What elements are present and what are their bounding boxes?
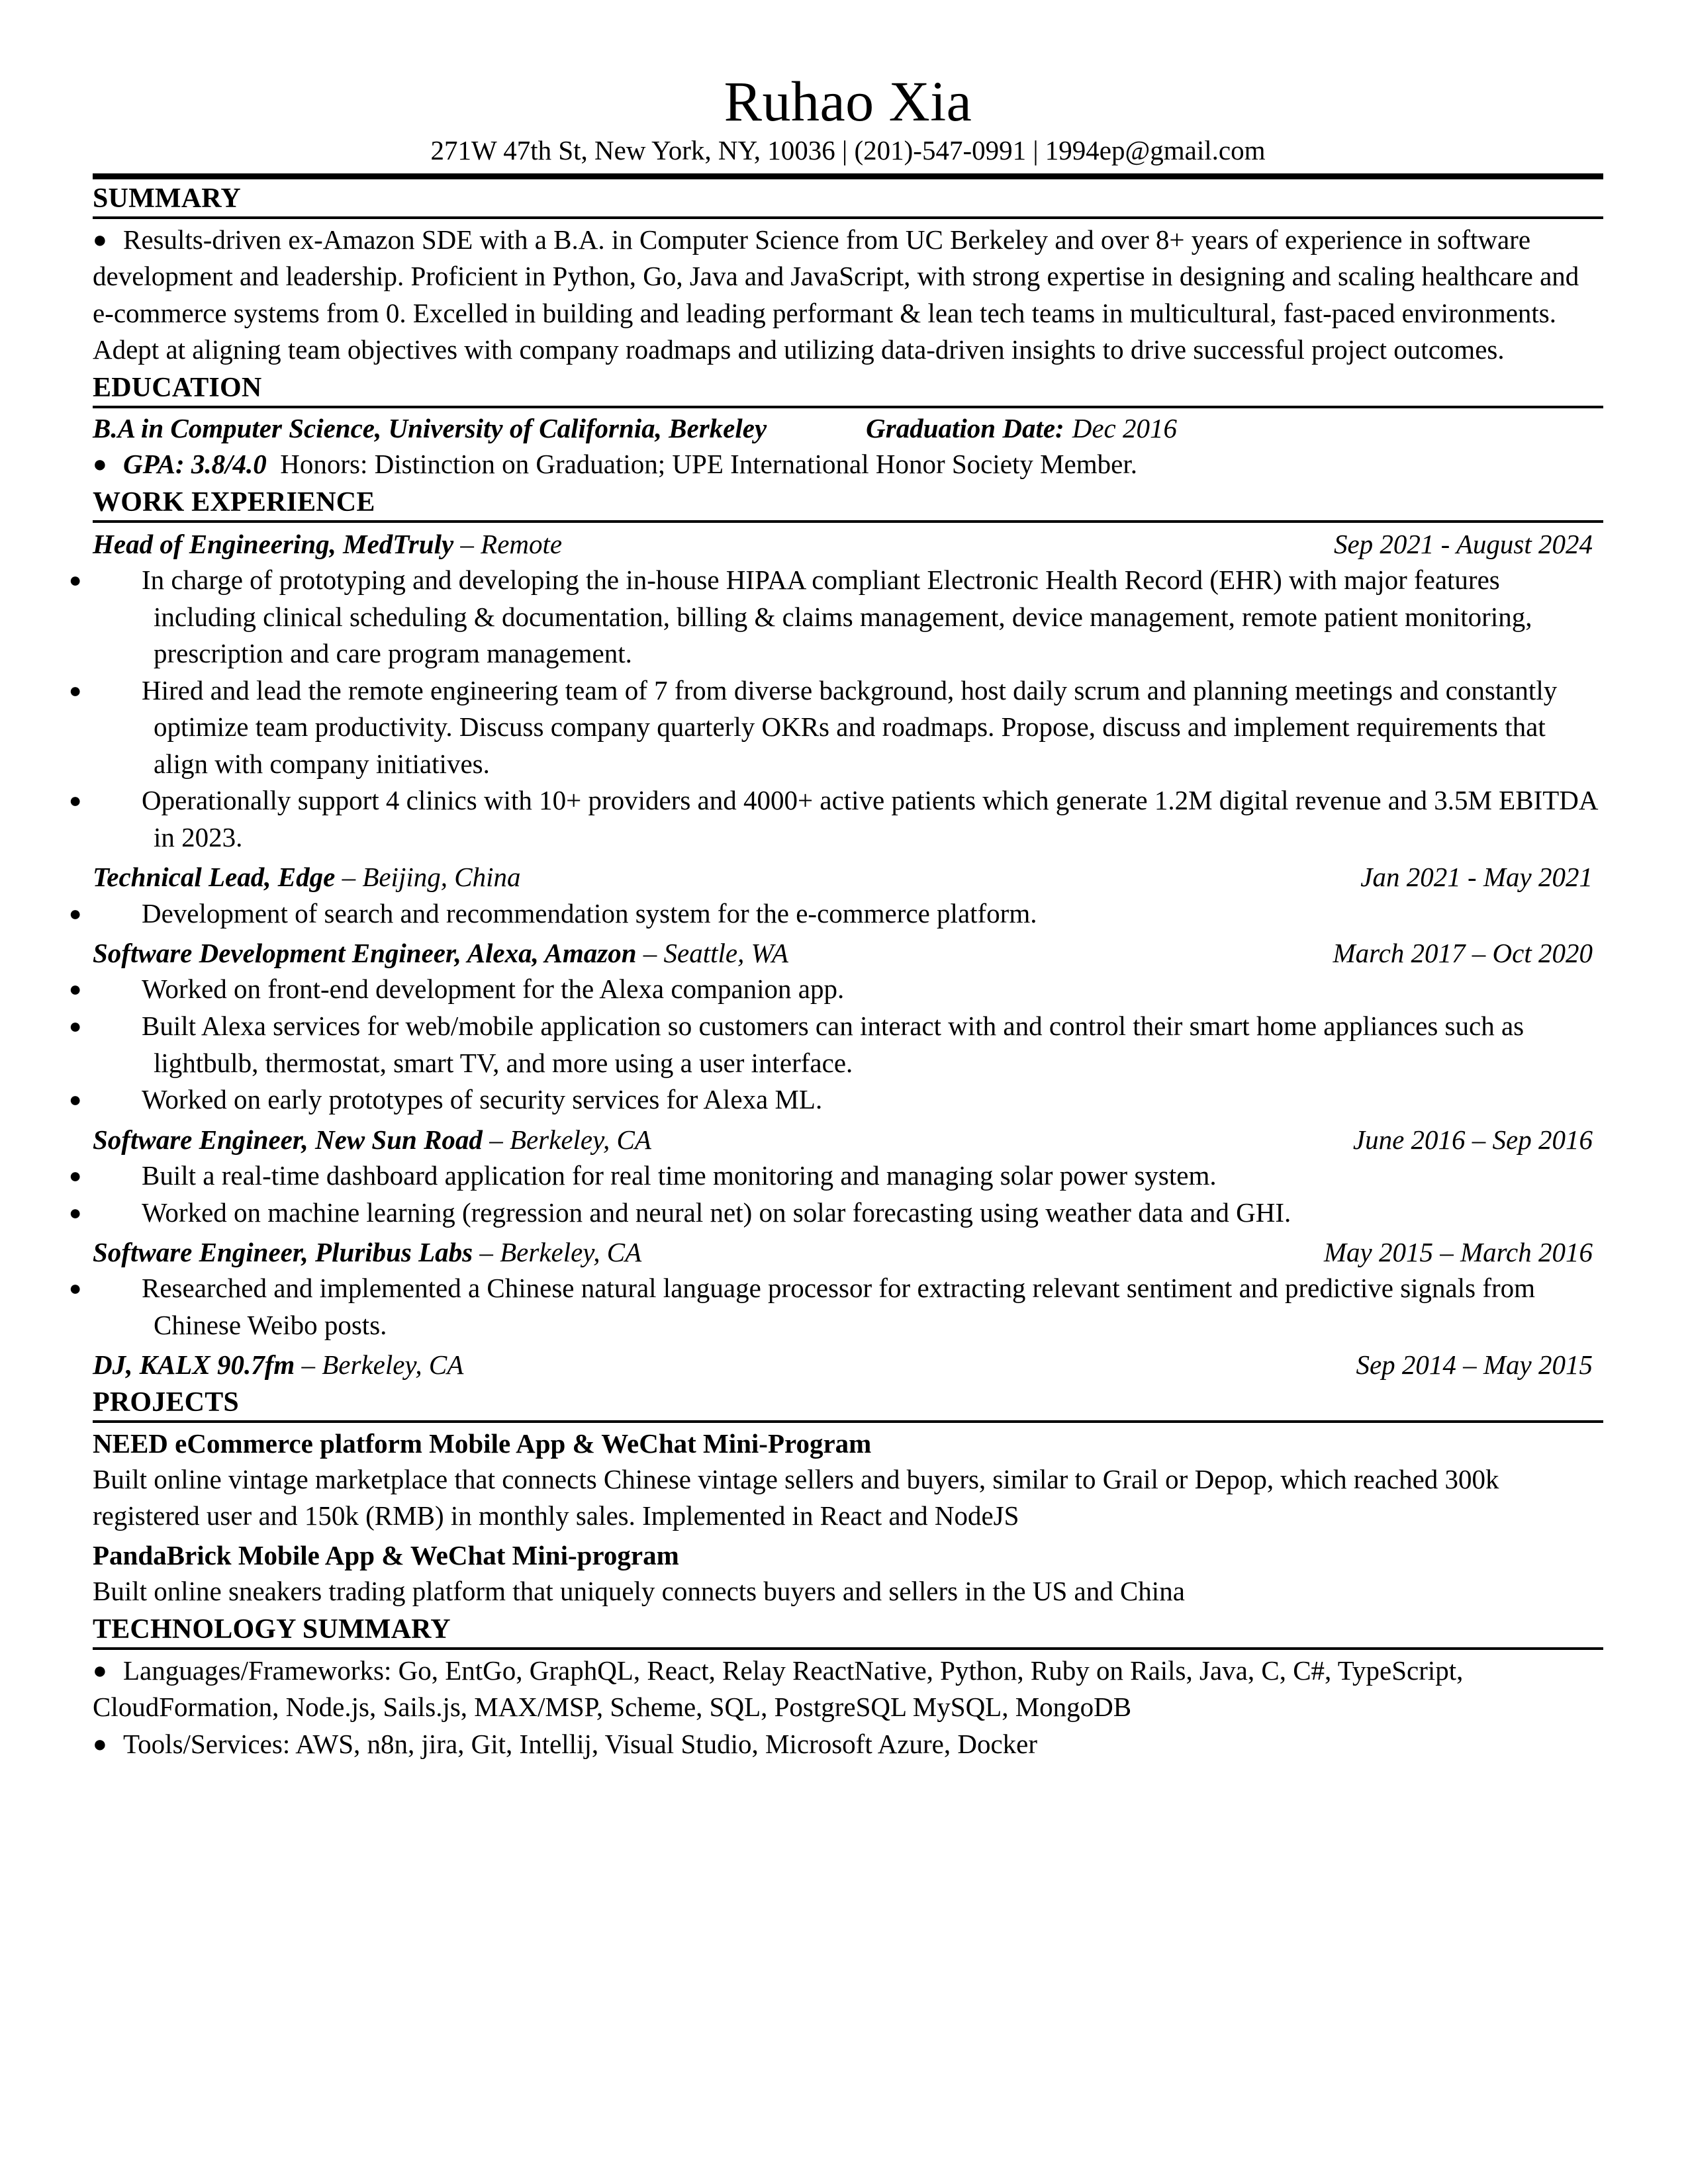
summary-text: Results-driven ex-Amazon SDE with a B.A. in Computer Science from UC Berkeley and over 8+ years of experience in software development and leadership. Proficient in Python, Go, Java and JavaScript, with strong expertise in designing and scaling healthcare and e-commerce systems from 0. Excelled in building and leading performant & lean tech teams in multicultural, fast-paced environments. Adept at aligning team objectives with company roadmaps and utilizing data-driven insights to drive successful project outcomes. bbox=[93, 224, 1579, 365]
job-bullet bbox=[69, 1008, 1603, 1081]
job-location: – Berkeley, CA bbox=[295, 1349, 464, 1381]
section-divider-technology bbox=[93, 1647, 1603, 1650]
education-graduation-label: Graduation Date: bbox=[866, 412, 1064, 443]
bullet-dot-icon: ● bbox=[69, 1014, 82, 1038]
education-degree: B.A in Computer Science, University of California, Berkeley bbox=[93, 412, 767, 443]
job-bullet-text: Researched and implemented a Chinese natural language processor for extracting relevant sentiment and predictive signals from Chinese Weibo posts. bbox=[142, 1273, 1536, 1340]
job-title-and-location bbox=[93, 1122, 651, 1158]
job-dates: Sep 2014 – May 2015 bbox=[1356, 1349, 1593, 1381]
technology-bullet-text: Tools/Services: AWS, n8n, jira, Git, Intellij, Visual Studio, Microsoft Azure, Docker bbox=[123, 1728, 1038, 1759]
job-dates: Sep 2021 - August 2024 bbox=[1333, 528, 1593, 559]
technology-bullet bbox=[93, 1653, 1603, 1726]
job-title-and-location bbox=[93, 1235, 641, 1270]
job-bullet-text: Worked on early prototypes of security services for Alexa ML. bbox=[142, 1084, 823, 1115]
job-title-and-location bbox=[93, 1347, 463, 1383]
job-bullet-text: Built Alexa services for web/mobile application so customers can interact with and control their smart home appliances such as lightbulb, thermostat, smart TV, and more using a user interface. bbox=[142, 1011, 1524, 1078]
section-heading-projects: PROJECTS bbox=[93, 1387, 239, 1418]
job-bullet bbox=[69, 1270, 1603, 1343]
job-bullet bbox=[69, 562, 1603, 672]
project-description: Built online sneakers trading platform that uniquely connects buyers and sellers in the US and China bbox=[93, 1576, 1185, 1607]
section-technology-summary bbox=[93, 1614, 1603, 1763]
job-bullet-text: In charge of prototyping and developing the in-house HIPAA compliant Electronic Health Record (EHR) with major features including clinical scheduling & documentation, billing & claims management, device management, remote patient monitoring, prescription and care program management. bbox=[142, 564, 1532, 669]
section-heading-work: WORK EXPERIENCE bbox=[93, 486, 375, 518]
job-bullet bbox=[69, 1195, 1603, 1232]
section-heading-summary: SUMMARY bbox=[93, 183, 241, 214]
job-title-and-location bbox=[93, 936, 788, 971]
bullet-dot-icon: ● bbox=[93, 451, 107, 478]
bullet-dot-icon: ● bbox=[69, 1200, 82, 1224]
job-bullet bbox=[69, 782, 1603, 856]
section-divider-projects bbox=[93, 1420, 1603, 1423]
job-dates: May 2015 – March 2016 bbox=[1323, 1237, 1593, 1268]
job-location: – Berkeley, CA bbox=[473, 1237, 642, 1268]
job-bullet-text: Operationally support 4 clinics with 10+ providers and 4000+ active patients which generate 1.2M digital revenue and 3.5M EBITDA in 2023. bbox=[142, 785, 1597, 852]
job-role: Software Engineer, Pluribus Labs bbox=[93, 1237, 473, 1268]
job-bullet bbox=[69, 672, 1603, 783]
section-projects bbox=[93, 1387, 1603, 1610]
job-entry-header bbox=[93, 1235, 1603, 1270]
job-entry-header bbox=[93, 1122, 1603, 1158]
job-bullet-text: Hired and lead the remote engineering team of 7 from diverse background, host daily scrum and planning meetings and constantly optimize team productivity. Discuss company quarterly OKRs and roadmaps. Propose, discuss and implement requirements that align with company initiatives. bbox=[142, 674, 1558, 779]
technology-bullet-text: Languages/Frameworks: Go, EntGo, GraphQL, React, Relay ReactNative, Python, Ruby on Rails, Java, C, C#, TypeScript, CloudFormation, Node.js, Sails.js, MAX/MSP, Scheme, SQL, PostgreSQL MySQL, MongoDB bbox=[93, 1655, 1464, 1723]
job-dates: June 2016 – Sep 2016 bbox=[1352, 1124, 1593, 1155]
bullet-dot-icon: ● bbox=[69, 678, 82, 702]
job-entry-header bbox=[93, 1347, 1603, 1383]
bullet-dot-icon: ● bbox=[69, 977, 82, 1001]
job-bullet bbox=[69, 895, 1603, 933]
job-role: Software Development Engineer, Alexa, Amazon bbox=[93, 938, 637, 969]
job-entry-header bbox=[93, 936, 1603, 971]
bullet-dot-icon: ● bbox=[69, 567, 82, 592]
job-title-and-location bbox=[93, 527, 562, 562]
job-bullet-text: Built a real-time dashboard application for real time monitoring and managing solar power system. bbox=[142, 1160, 1217, 1191]
project-list bbox=[93, 1426, 1603, 1610]
job-bullet-text: Worked on machine learning (regression and neural net) on solar forecasting using weather data and GHI. bbox=[142, 1197, 1291, 1228]
section-summary bbox=[93, 183, 1603, 369]
project-description: Built online vintage marketplace that connects Chinese vintage sellers and buyers, similar to Grail or Depop, which reached 300k registered user and 150k (RMB) in monthly sales. Implemented in React and NodeJS bbox=[93, 1463, 1499, 1531]
job-bullet-text: Worked on front-end development for the Alexa companion app. bbox=[142, 974, 845, 1005]
contact-line: 271W 47th St, New York, NY, 10036 | (201)-547-0991 | 1994ep@gmail.com bbox=[430, 135, 1266, 166]
project-title: PandaBrick Mobile App & WeChat Mini-program bbox=[93, 1539, 679, 1570]
section-divider-education bbox=[93, 406, 1603, 408]
job-role: DJ, KALX 90.7fm bbox=[93, 1349, 295, 1381]
bullet-dot-icon: ● bbox=[69, 901, 82, 925]
section-divider-summary bbox=[93, 216, 1603, 219]
job-dates: March 2017 – Oct 2020 bbox=[1333, 938, 1593, 969]
work-job-list bbox=[69, 527, 1603, 1383]
job-bullet bbox=[69, 1081, 1603, 1118]
technology-list bbox=[93, 1653, 1603, 1763]
bullet-dot-icon: ● bbox=[69, 788, 82, 813]
summary-bullet bbox=[93, 222, 1603, 369]
job-title-and-location bbox=[93, 860, 520, 895]
header-divider bbox=[93, 173, 1603, 179]
section-divider-work bbox=[93, 520, 1603, 523]
technology-bullet bbox=[93, 1726, 1603, 1763]
bullet-dot-icon: ● bbox=[69, 1087, 82, 1112]
job-bullet bbox=[69, 1158, 1603, 1195]
job-bullet-text: Development of search and recommendation system for the e-commerce platform. bbox=[142, 897, 1037, 929]
education-gpa-bullet bbox=[93, 446, 1603, 483]
project-title: NEED eCommerce platform Mobile App & WeChat Mini-Program bbox=[93, 1428, 872, 1459]
job-entry-header bbox=[93, 527, 1603, 562]
section-work-experience bbox=[69, 486, 1603, 1383]
job-role: Technical Lead, Edge bbox=[93, 862, 336, 893]
job-dates: Jan 2021 - May 2021 bbox=[1360, 862, 1593, 893]
bullet-dot-icon: ● bbox=[93, 1657, 107, 1684]
job-entry-header bbox=[93, 860, 1603, 895]
section-heading-technology: TECHNOLOGY SUMMARY bbox=[93, 1614, 451, 1645]
education-gpa: GPA: 3.8/4.0 bbox=[123, 449, 267, 480]
education-graduation-date: Dec 2016 bbox=[1072, 412, 1177, 443]
resume-header bbox=[93, 71, 1603, 179]
job-location: – Seattle, WA bbox=[636, 938, 788, 969]
bullet-dot-icon: ● bbox=[69, 1163, 82, 1187]
job-role: Head of Engineering, MedTruly bbox=[93, 528, 454, 559]
section-heading-education: EDUCATION bbox=[93, 372, 262, 403]
job-location: – Beijing, China bbox=[335, 862, 521, 893]
bullet-dot-icon: ● bbox=[69, 1276, 82, 1300]
education-honors: Honors: Distinction on Graduation; UPE International Honor Society Member. bbox=[280, 449, 1137, 480]
job-bullet bbox=[69, 971, 1603, 1008]
candidate-name: Ruhao Xia bbox=[724, 69, 972, 133]
job-location: – Remote bbox=[453, 528, 563, 559]
education-entry bbox=[93, 411, 1603, 446]
bullet-dot-icon: ● bbox=[93, 1730, 107, 1757]
bullet-dot-icon: ● bbox=[93, 226, 107, 253]
section-education bbox=[93, 373, 1603, 483]
job-role: Software Engineer, New Sun Road bbox=[93, 1124, 483, 1155]
job-location: – Berkeley, CA bbox=[482, 1124, 651, 1155]
